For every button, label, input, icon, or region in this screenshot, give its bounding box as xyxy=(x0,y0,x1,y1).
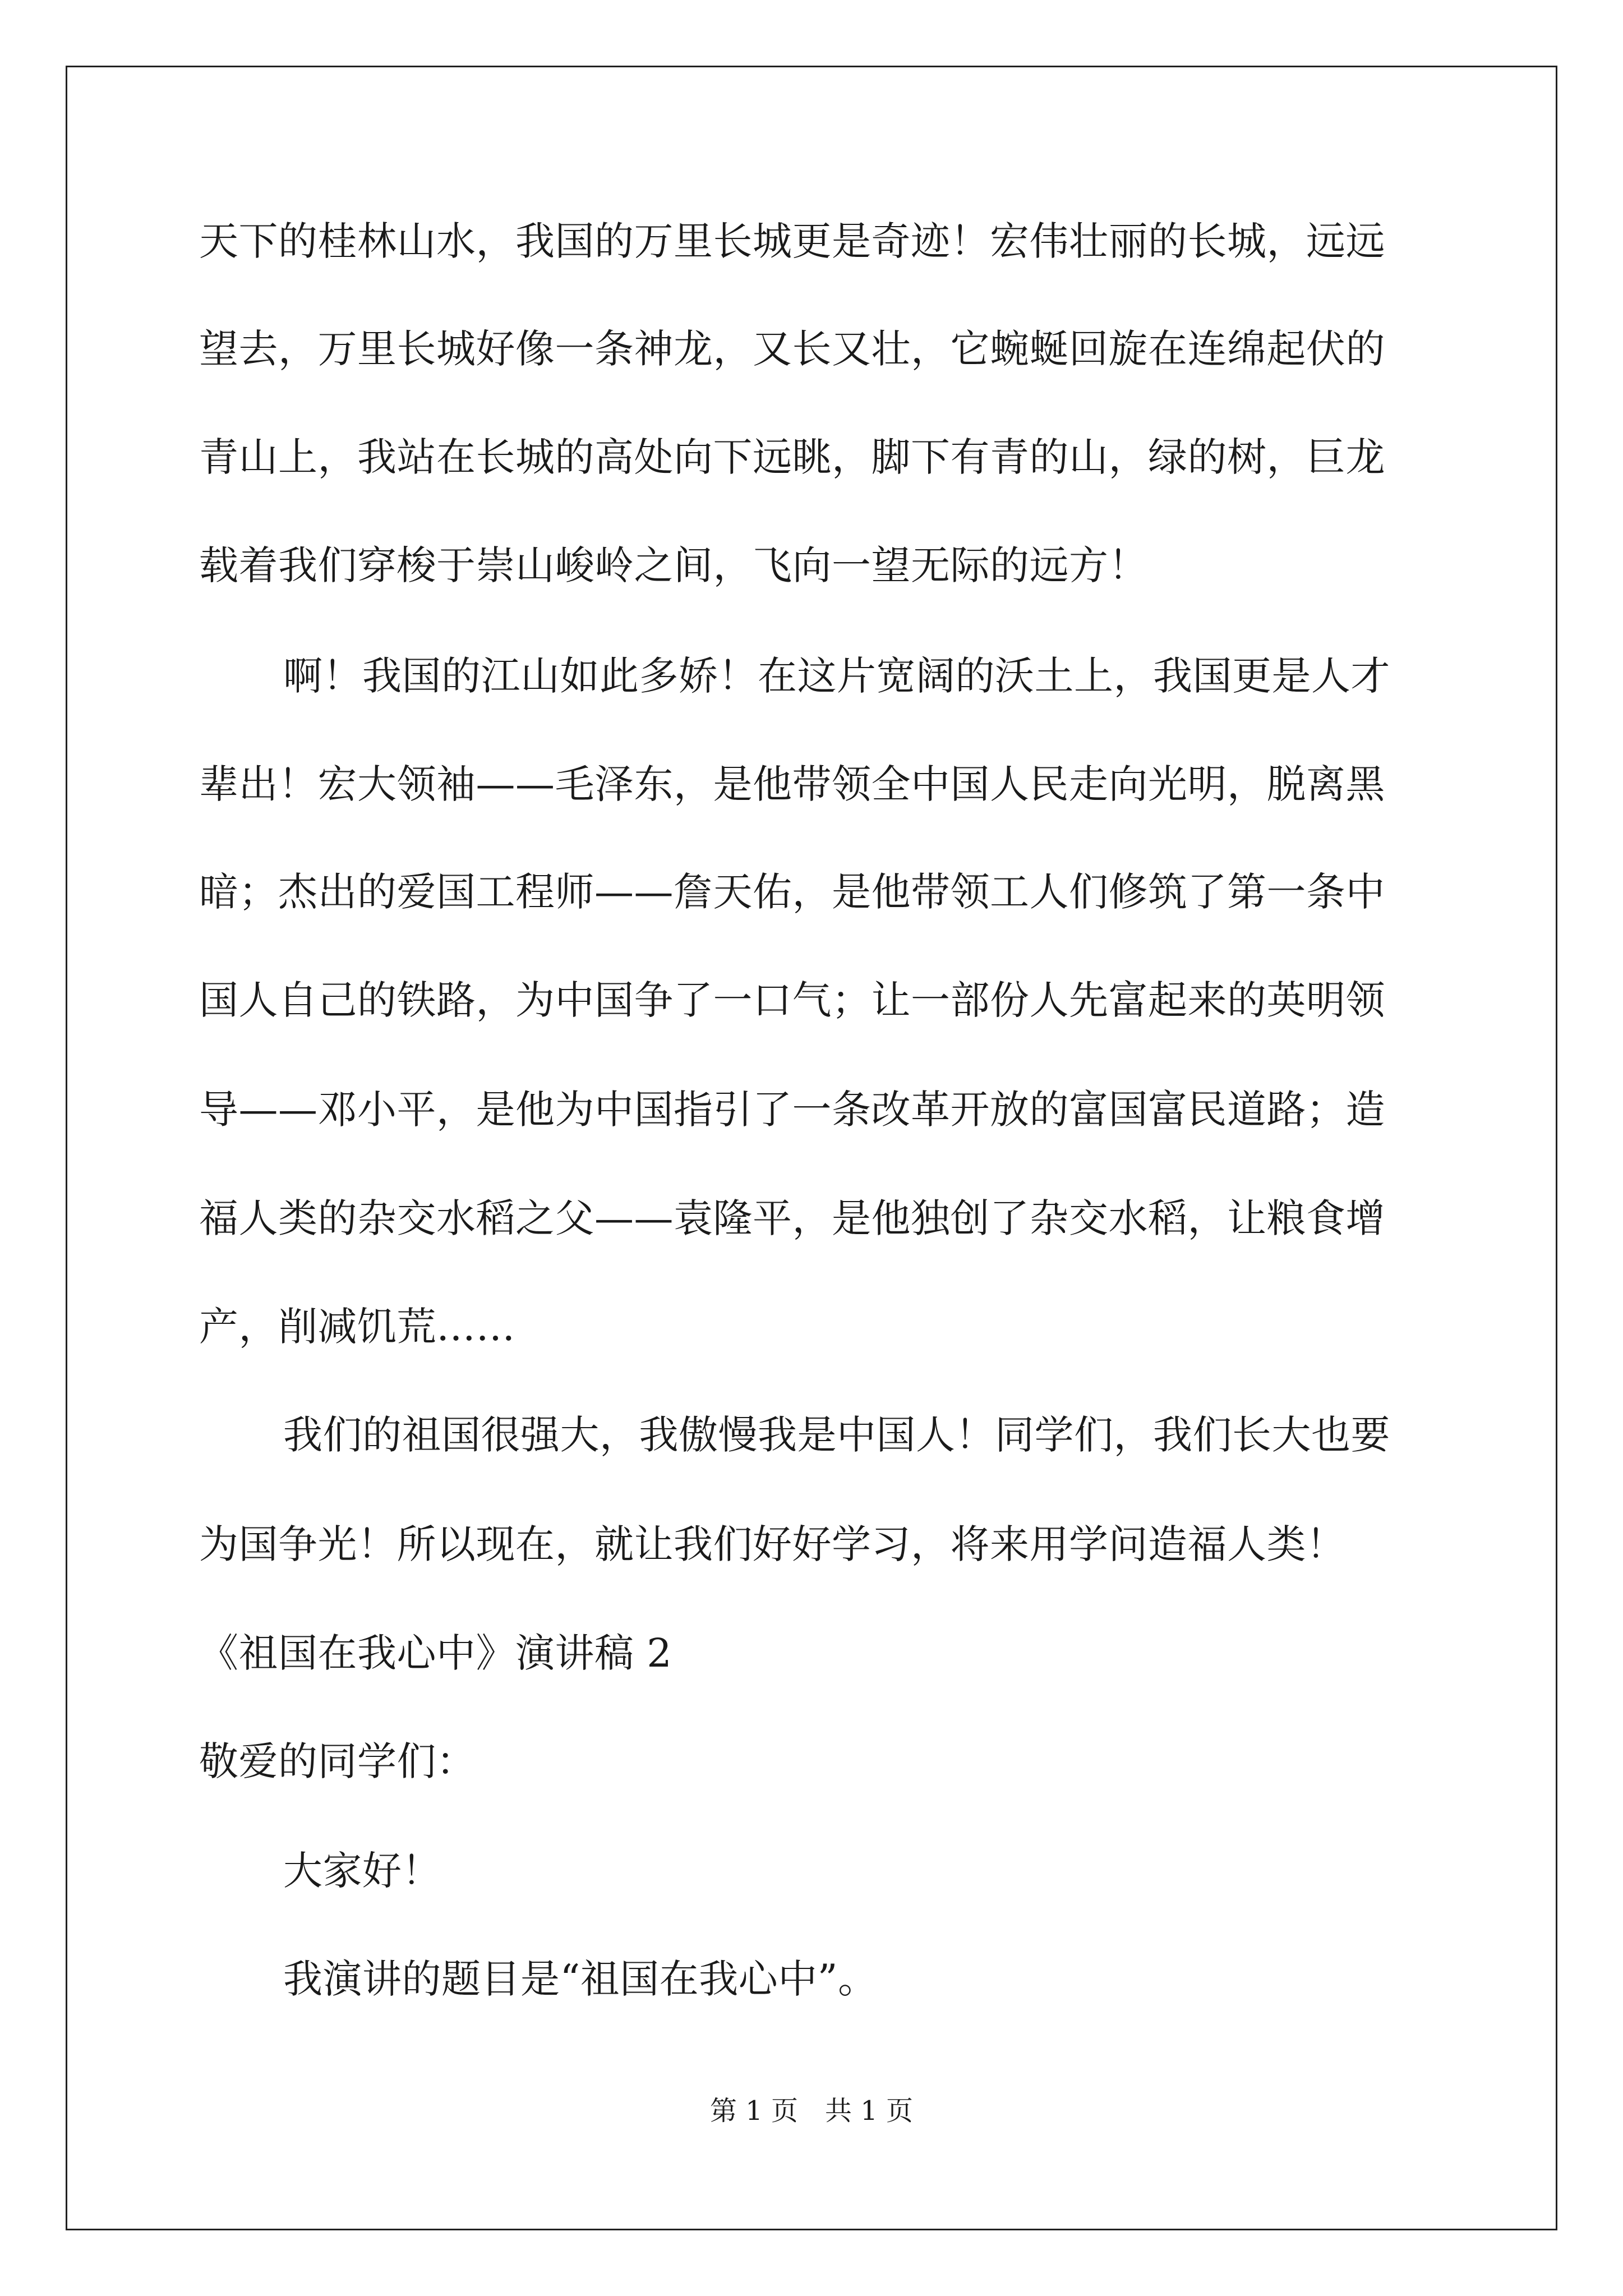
paragraph-line: 辈出！宏大领袖——毛泽东，是他带领全中国人民走向光明，脱离黑 xyxy=(199,761,1385,807)
salutation: 敬爱的同学们： xyxy=(199,1738,476,1784)
paragraph-line: 暗；杰出的爱国工程师——詹天佑，是他带领工人们修筑了第一条中 xyxy=(199,869,1385,915)
paragraph-line: 我演讲的题目是“祖国在我心中”。 xyxy=(283,1956,878,2002)
paragraph-line: 国人自己的铁路，为中国争了一口气；让一部份人先富起来的英明领 xyxy=(199,977,1385,1023)
paragraph-line: 福人类的杂交水稻之父——袁隆平，是他独创了杂交水稻，让粮食增 xyxy=(199,1195,1385,1241)
page-footer xyxy=(0,2095,1623,2127)
section-heading: 《祖国在我心中》演讲稿 2 xyxy=(199,1630,672,1676)
paragraph-line: 天下的桂林山水，我国的万里长城更是奇迹！宏伟壮丽的长城，远远 xyxy=(199,218,1385,264)
paragraph-line: 为国争光！所以现在，就让我们好好学习，将来用学问造福人类！ xyxy=(199,1521,1346,1567)
paragraph-line: 青山上，我站在长城的高处向下远眺，脚下有青的山，绿的树，巨龙 xyxy=(199,434,1385,480)
paragraph-line: 产，削减饥荒…… xyxy=(199,1304,515,1350)
page-number: 第 1 页 xyxy=(709,2095,798,2127)
paragraph-line: 导——邓小平，是他为中国指引了一条改革开放的富国富民道路；造 xyxy=(199,1087,1385,1133)
paragraph-line: 载着我们穿梭于崇山峻岭之间，飞向一望无际的远方！ xyxy=(199,542,1148,588)
paragraph-line: 啊！我国的江山如此多娇！在这片宽阔的沃土上，我国更是人才 xyxy=(283,653,1390,699)
paragraph-line: 望去，万里长城好像一条神龙，又长又壮，它蜿蜒回旋在连绵起伏的 xyxy=(199,326,1385,372)
page-total: 共 1 页 xyxy=(825,2095,914,2127)
paragraph-line: 我们的祖国很强大，我傲慢我是中国人！同学们，我们长大也要 xyxy=(283,1412,1390,1458)
greeting: 大家好！ xyxy=(283,1848,441,1894)
page-border xyxy=(66,66,1557,2230)
